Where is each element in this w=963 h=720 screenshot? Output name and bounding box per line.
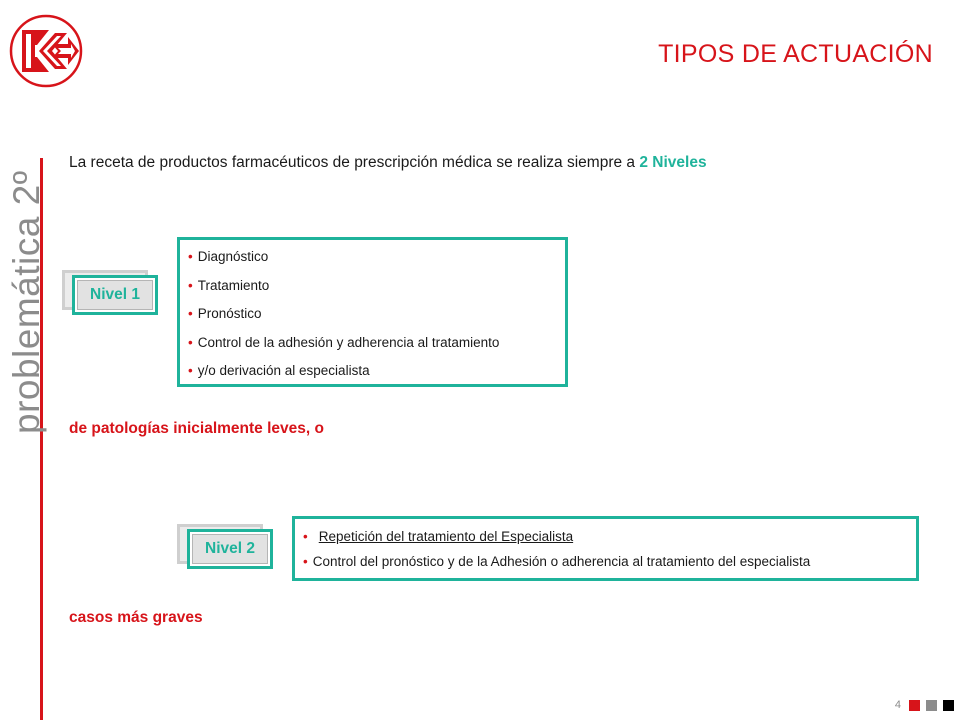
intro-text: [69, 154, 707, 172]
level-2-face: [187, 529, 273, 569]
list-item: [188, 362, 565, 391]
list-item: [188, 305, 565, 334]
red-square-icon: [909, 700, 920, 711]
black-square-icon: [943, 700, 954, 711]
bullet-icon: •: [188, 363, 193, 378]
list-item-text: Repetición del tratamiento del Especialista: [318, 529, 574, 544]
level-1-caption: de patologías inicialmente leves, o: [69, 420, 324, 437]
page-title: TIPOS DE ACTUACIÓN: [658, 40, 933, 68]
gray-square-icon: [926, 700, 937, 711]
level-1-button[interactable]: [72, 275, 158, 315]
list-item-text: Diagnóstico: [197, 249, 269, 264]
level-2-button[interactable]: [187, 529, 273, 569]
level-1-face: [72, 275, 158, 315]
level-1-label: Nivel 1: [77, 280, 153, 310]
list-item: [188, 248, 565, 277]
list-item-text: Control del pronóstico y de la Adhesión o adherencia al tratamiento del especialista: [312, 554, 811, 569]
level-2-label: Nivel 2: [192, 534, 268, 564]
list-item: [188, 277, 565, 306]
level-2-list: [303, 528, 916, 578]
list-item: [188, 334, 565, 363]
list-item-text: Tratamiento: [197, 277, 270, 293]
level-2-box: [292, 516, 919, 581]
bullet-icon: •: [188, 306, 193, 321]
list-item-text: Pronóstico: [197, 306, 262, 321]
side-vertical-title: problemática 2º: [6, 170, 47, 434]
list-item-text: y/o derivación al especialista: [197, 363, 370, 378]
list-item: [303, 553, 916, 578]
bullet-icon: •: [188, 277, 193, 293]
bullet-icon: •: [303, 554, 308, 569]
list-item: [303, 528, 916, 553]
page-number: 4: [894, 699, 901, 711]
kern-logo: [8, 13, 84, 89]
level-1-box: [177, 237, 568, 387]
footer: [895, 699, 954, 711]
intro-body: La receta de productos farmacéuticos de prescripción médica se realiza siempre a: [69, 154, 640, 171]
intro-highlight: 2 Niveles: [639, 154, 707, 171]
list-item-text: Control de la adhesión y adherencia al tratamiento: [197, 334, 500, 350]
level-1-list: [188, 248, 565, 391]
bullet-icon: •: [188, 249, 193, 264]
bullet-icon: •: [188, 334, 193, 350]
level-2-caption: casos más graves: [69, 609, 203, 626]
bullet-icon: •: [303, 529, 308, 544]
